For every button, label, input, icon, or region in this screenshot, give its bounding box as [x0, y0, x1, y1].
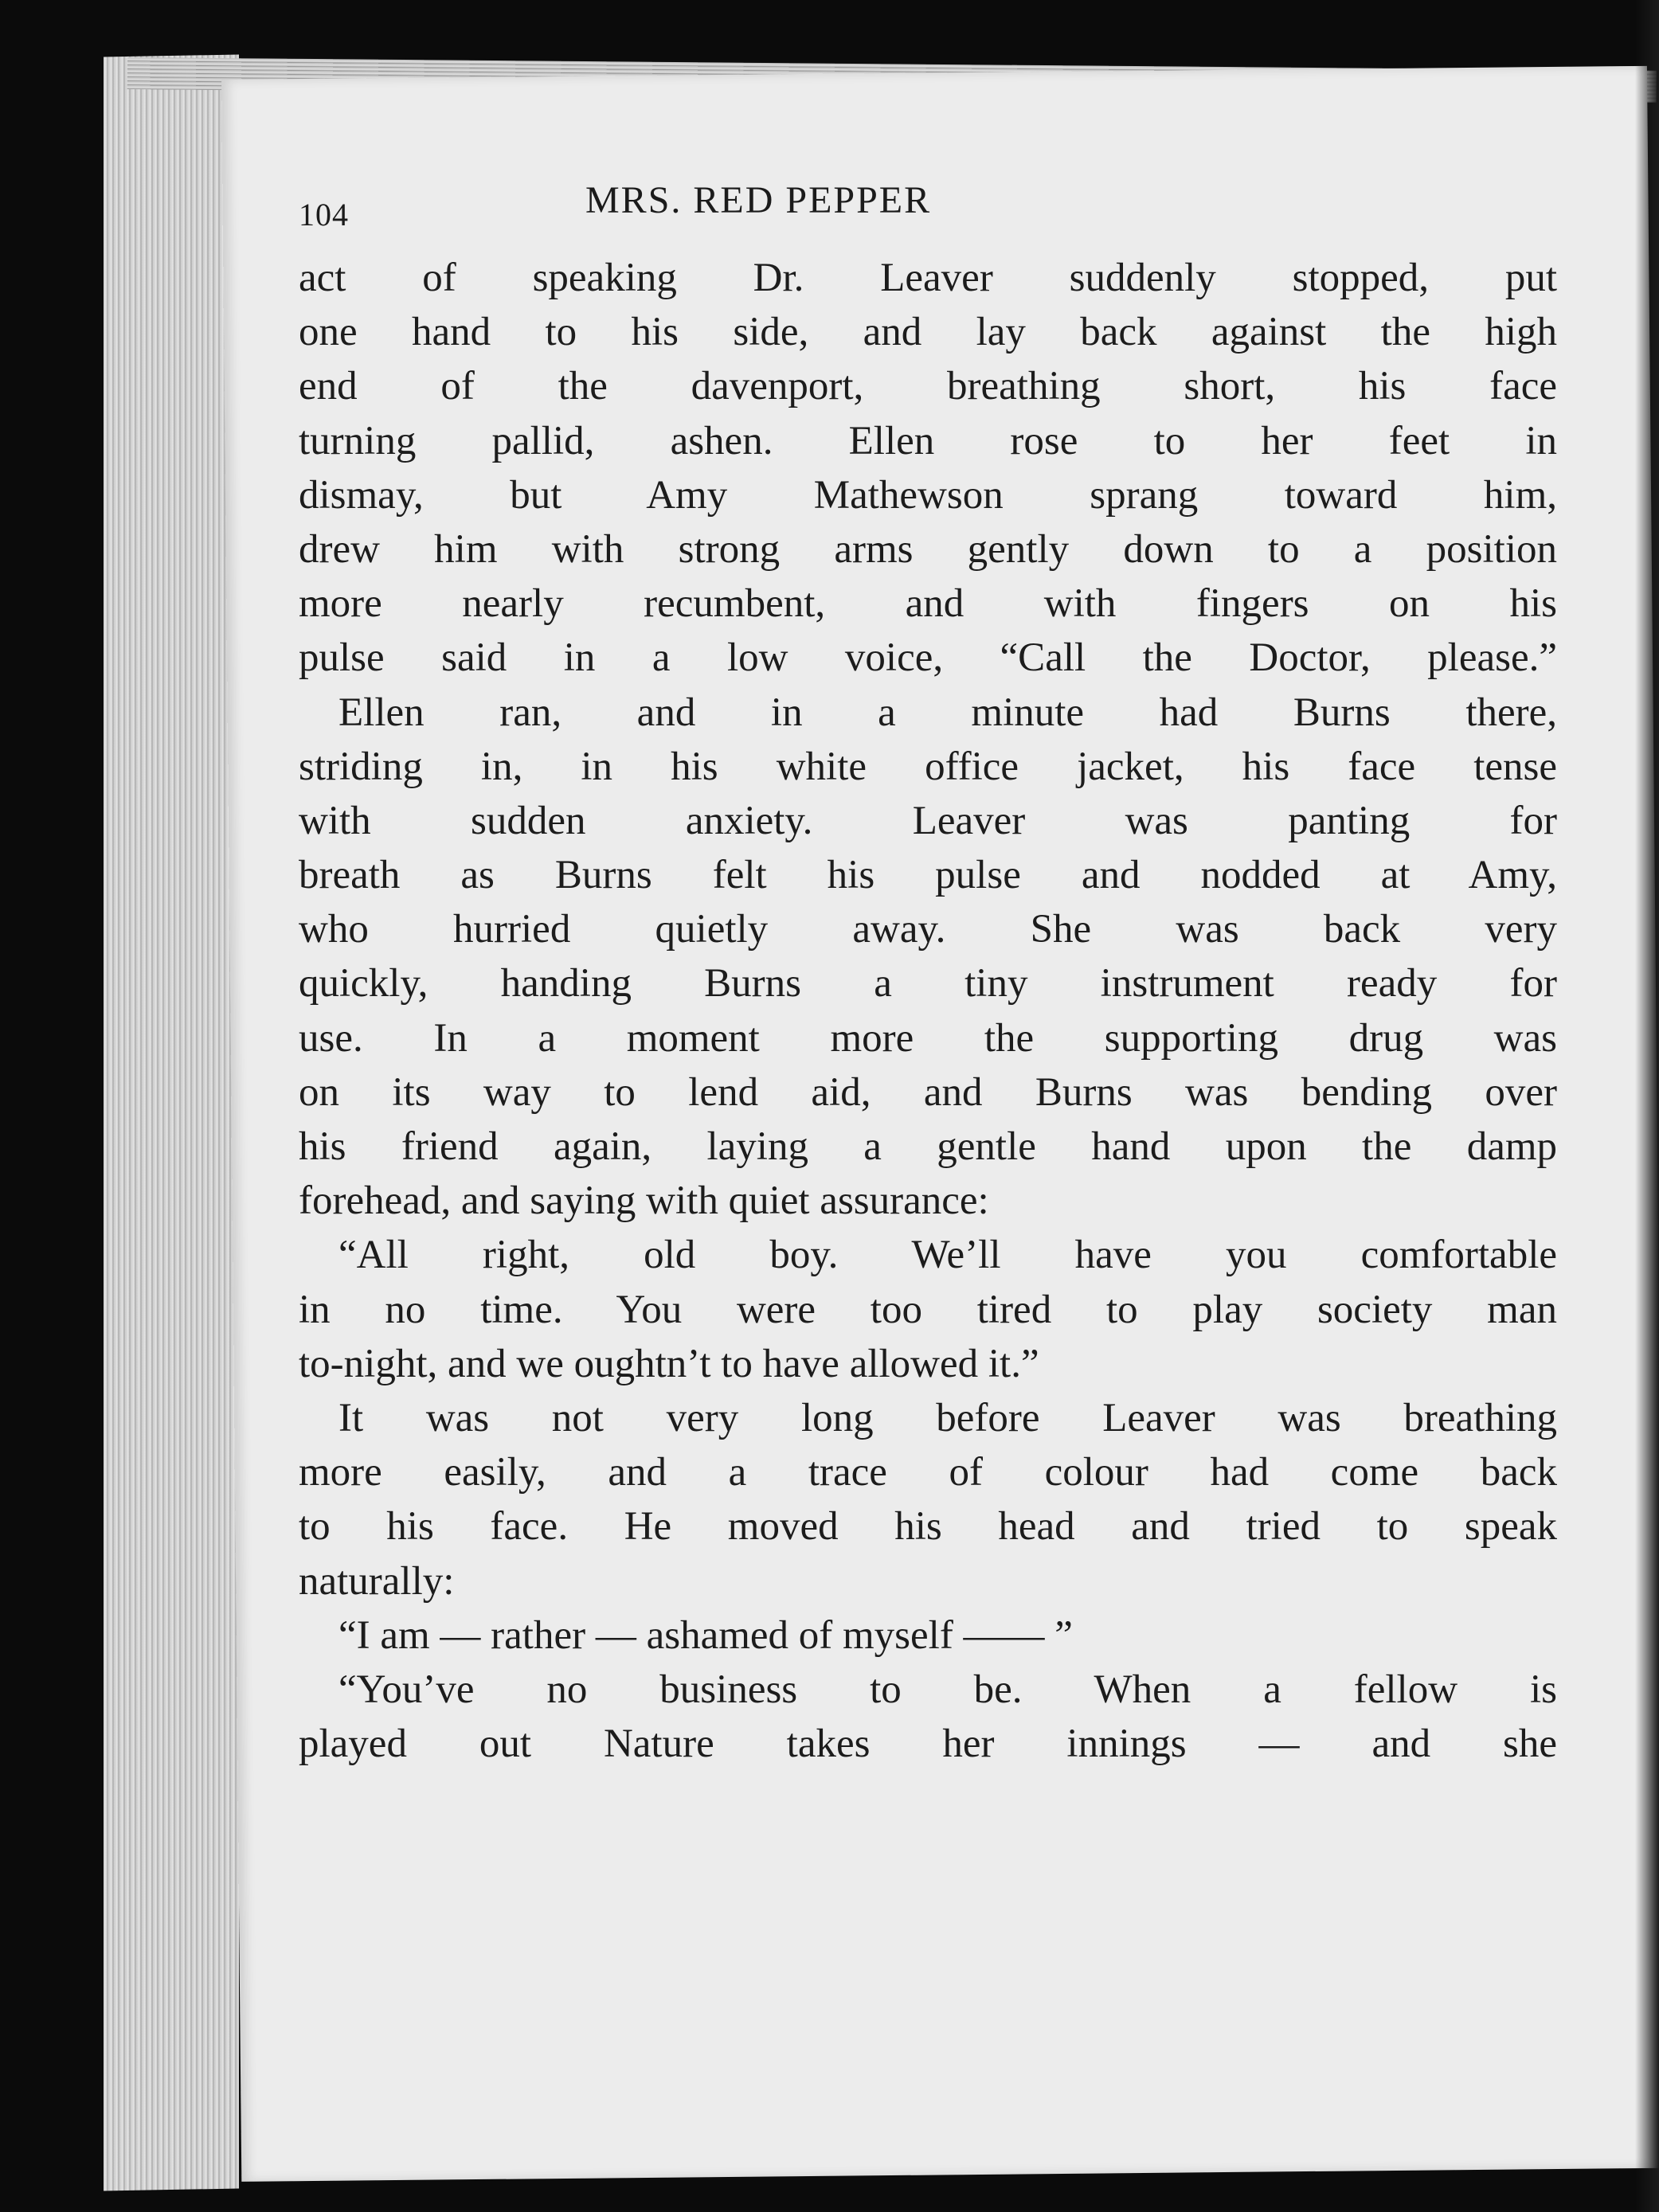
- text-line: forehead, and saying with quiet assurance:: [299, 1178, 989, 1224]
- text-line: end of the davenport, breathing short, his face: [299, 364, 1557, 409]
- gutter-shadow: [1635, 0, 1659, 2212]
- text-line: played out Nature takes her innings — and she: [299, 1722, 1557, 1767]
- text-line: act of speaking Dr. Leaver suddenly stopped, put: [299, 256, 1557, 300]
- text-line: to his face. He moved his head and tried to speak: [299, 1504, 1557, 1550]
- text-line: in no time. You were too tired to play society man: [299, 1287, 1557, 1332]
- text-line: to-night, and we oughtn’t to have allowed it.”: [299, 1341, 1039, 1386]
- text-line: breath as Burns felt his pulse and nodded at Amy,: [299, 853, 1557, 898]
- text-line: naturally:: [299, 1558, 455, 1604]
- running-head: MRS. RED PEPPER: [585, 179, 932, 221]
- text-line: quickly, handing Burns a tiny instrument ready for: [299, 961, 1557, 1006]
- text-line: who hurried quietly away. She was back very: [299, 907, 1557, 952]
- body-text: [299, 251, 1557, 1771]
- text-line: turning pallid, ashen. Ellen rose to her feet in: [299, 418, 1557, 463]
- text-line: striding in, in his white office jacket, his face tense: [299, 744, 1557, 789]
- text-line: Ellen ran, and in a minute had Burns there,: [338, 690, 1557, 735]
- text-line: “I am — rather — ashamed of myself —— ”: [338, 1612, 1073, 1658]
- text-line: use. In a moment more the supporting drug was: [299, 1015, 1557, 1061]
- page-header: [299, 175, 1541, 239]
- text-line: dismay, but Amy Mathewson sprang toward him,: [299, 472, 1557, 518]
- text-line: It was not very long before Leaver was breathing: [338, 1395, 1557, 1440]
- text-line: pulse said in a low voice, “Call the Doctor, please.”: [299, 635, 1557, 681]
- text-line: more nearly recumbent, and with fingers on his: [299, 581, 1557, 627]
- text-line: on its way to lend aid, and Burns was bending over: [299, 1069, 1557, 1115]
- text-line: more easily, and a trace of colour had come back: [299, 1450, 1557, 1495]
- page-edges: [104, 55, 239, 2191]
- text-line: with sudden anxiety. Leaver was panting for: [299, 798, 1557, 843]
- text-line: one hand to his side, and lay back against the high: [299, 310, 1557, 355]
- text-line: drew him with strong arms gently down to a position: [299, 526, 1557, 572]
- page-number: 104: [299, 197, 349, 233]
- text-line: his friend again, laying a gentle hand upon the damp: [299, 1124, 1557, 1169]
- text-line: “All right, old boy. We’ll have you comfortable: [338, 1233, 1557, 1278]
- text-line: “You’ve no business to be. When a fellow is: [338, 1667, 1557, 1712]
